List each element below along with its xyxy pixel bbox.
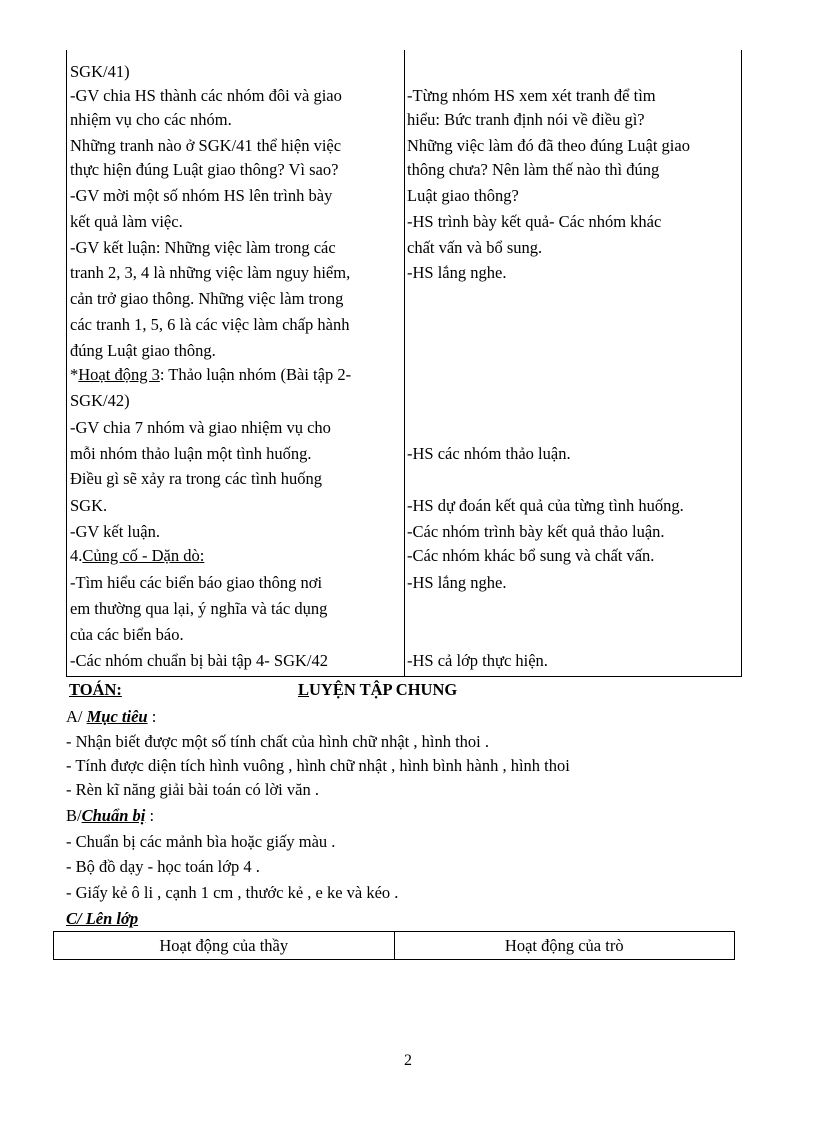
student-line: Luật giao thông? xyxy=(407,186,519,205)
teacher-line: -GV chia HS thành các nhóm đôi và giao xyxy=(70,86,342,105)
teacher-line: -Tìm hiểu các biển báo giao thông nơi xyxy=(70,573,323,592)
student-line: -HS các nhóm thảo luận. xyxy=(407,444,571,463)
objective-item: - Rèn kĩ năng giải bài toán có lời văn . xyxy=(66,780,319,799)
objectives-prefix: A/ xyxy=(66,707,83,726)
teacher-line: -Các nhóm chuẩn bị bài tập 4- SGK/42 xyxy=(70,651,328,670)
teacher-line: thực hiện đúng Luật giao thông? Vì sao? xyxy=(70,160,339,179)
column-divider xyxy=(404,50,405,676)
teacher-line: Điều gì sẽ xảy ra trong các tình huống xyxy=(70,469,323,488)
objective-item: - Nhận biết được một số tính chất của hình chữ nhật , hình thoi . xyxy=(66,732,489,751)
teacher-line: cản trở giao thông. Những việc làm trong xyxy=(70,289,344,308)
teacher-line: tranh 2, 3, 4 là những việc làm nguy hiểm, xyxy=(70,263,351,282)
teacher-line: đúng Luật giao thông. xyxy=(70,341,216,360)
teacher-line: -GV mời một số nhóm HS lên trình bày xyxy=(70,186,333,205)
objectives-label: Mục tiêu xyxy=(86,707,148,726)
prep-colon: : xyxy=(149,806,155,825)
student-activity-header: Hoạt động của trò xyxy=(394,932,735,959)
activity-table xyxy=(66,50,742,677)
prep-prefix: B/ xyxy=(66,806,82,825)
prep-item: - Chuẩn bị các mảnh bìa hoặc giấy màu . xyxy=(66,832,336,851)
teacher-line: nhiệm vụ cho các nhóm. xyxy=(70,110,232,129)
student-line: thông chưa? Nên làm thế nào thì đúng xyxy=(407,160,660,179)
student-line: -Các nhóm khác bổ sung và chất vấn. xyxy=(407,546,655,565)
prep-label: Chuẩn bị xyxy=(81,806,146,825)
page-number: 2 xyxy=(404,1052,412,1069)
teacher-line: mỗi nhóm thảo luận một tình huống. xyxy=(70,444,312,463)
activity-3-heading xyxy=(70,365,404,385)
student-line: chất vấn và bổ sung. xyxy=(407,238,543,257)
teacher-line: -GV kết luận: Những việc làm trong các xyxy=(70,238,336,257)
student-line: -HS cả lớp thực hiện. xyxy=(407,651,548,670)
student-line: -HS lắng nghe. xyxy=(407,573,507,592)
asterisk: * xyxy=(70,365,79,384)
student-line: hiểu: Bức tranh định nói về điều gì? xyxy=(407,110,645,129)
lesson-title xyxy=(298,680,457,700)
teacher-line: em thường qua lại, ý nghĩa và tác dụng xyxy=(70,599,328,618)
teacher-line: Những tranh nào ở SGK/41 thể hiện việc xyxy=(70,136,342,155)
student-line: -HS dự đoán kết quả của từng tình huống. xyxy=(407,496,684,515)
consolidate-colon: : xyxy=(199,546,205,565)
teacher-line: -GV kết luận. xyxy=(70,522,160,541)
teacher-line: các tranh 1, 5, 6 là các việc làm chấp hành xyxy=(70,315,350,334)
class-heading: C/ Lên lớp xyxy=(66,909,139,928)
objectives-colon: : xyxy=(151,707,157,726)
teacher-activity-header: Hoạt động của thầy xyxy=(159,936,289,955)
student-line: -Các nhóm trình bày kết quả thảo luận. xyxy=(407,522,665,541)
student-line: -HS trình bày kết quả- Các nhóm khác xyxy=(407,212,662,231)
objective-item: - Tính được diện tích hình vuông , hình chữ nhật , hình bình hành , hình thoi xyxy=(66,756,570,775)
student-line: -HS lắng nghe. xyxy=(407,263,507,282)
teacher-line: SGK/41) xyxy=(70,62,130,81)
teacher-line: SGK. xyxy=(70,496,108,515)
section-number: 4. xyxy=(70,546,83,565)
activity-3-label: Hoạt động 3 xyxy=(78,365,160,384)
student-line: Những việc làm đó đã theo đúng Luật giao xyxy=(407,136,690,155)
activity-header-table xyxy=(53,931,735,960)
student-line: -Từng nhóm HS xem xét tranh để tìm xyxy=(407,86,656,105)
prep-item: - Bộ đồ dạy - học toán lớp 4 . xyxy=(66,857,260,876)
teacher-line: của các biển báo. xyxy=(70,625,184,644)
lesson-title-initial: L xyxy=(298,680,310,699)
prep-item: - Giấy kẻ ô li , cạnh 1 cm , thước kẻ , e ke và kéo . xyxy=(66,883,399,902)
subject-label: TOÁN: xyxy=(69,680,122,699)
activity-3-text: : Thảo luận nhóm (Bài tập 2- xyxy=(159,365,352,384)
lesson-title-text: UYỆN TẬP CHUNG xyxy=(309,680,458,699)
teacher-line: -GV chia 7 nhóm và giao nhiệm vụ cho xyxy=(70,418,331,437)
teacher-line: SGK/42) xyxy=(70,391,130,410)
prep-heading xyxy=(66,806,154,826)
teacher-line: kết quả làm việc. xyxy=(70,212,183,231)
objectives-heading xyxy=(66,707,156,727)
consolidate-heading xyxy=(70,546,404,566)
consolidate-label: Củng cố - Dặn dò xyxy=(82,546,200,565)
